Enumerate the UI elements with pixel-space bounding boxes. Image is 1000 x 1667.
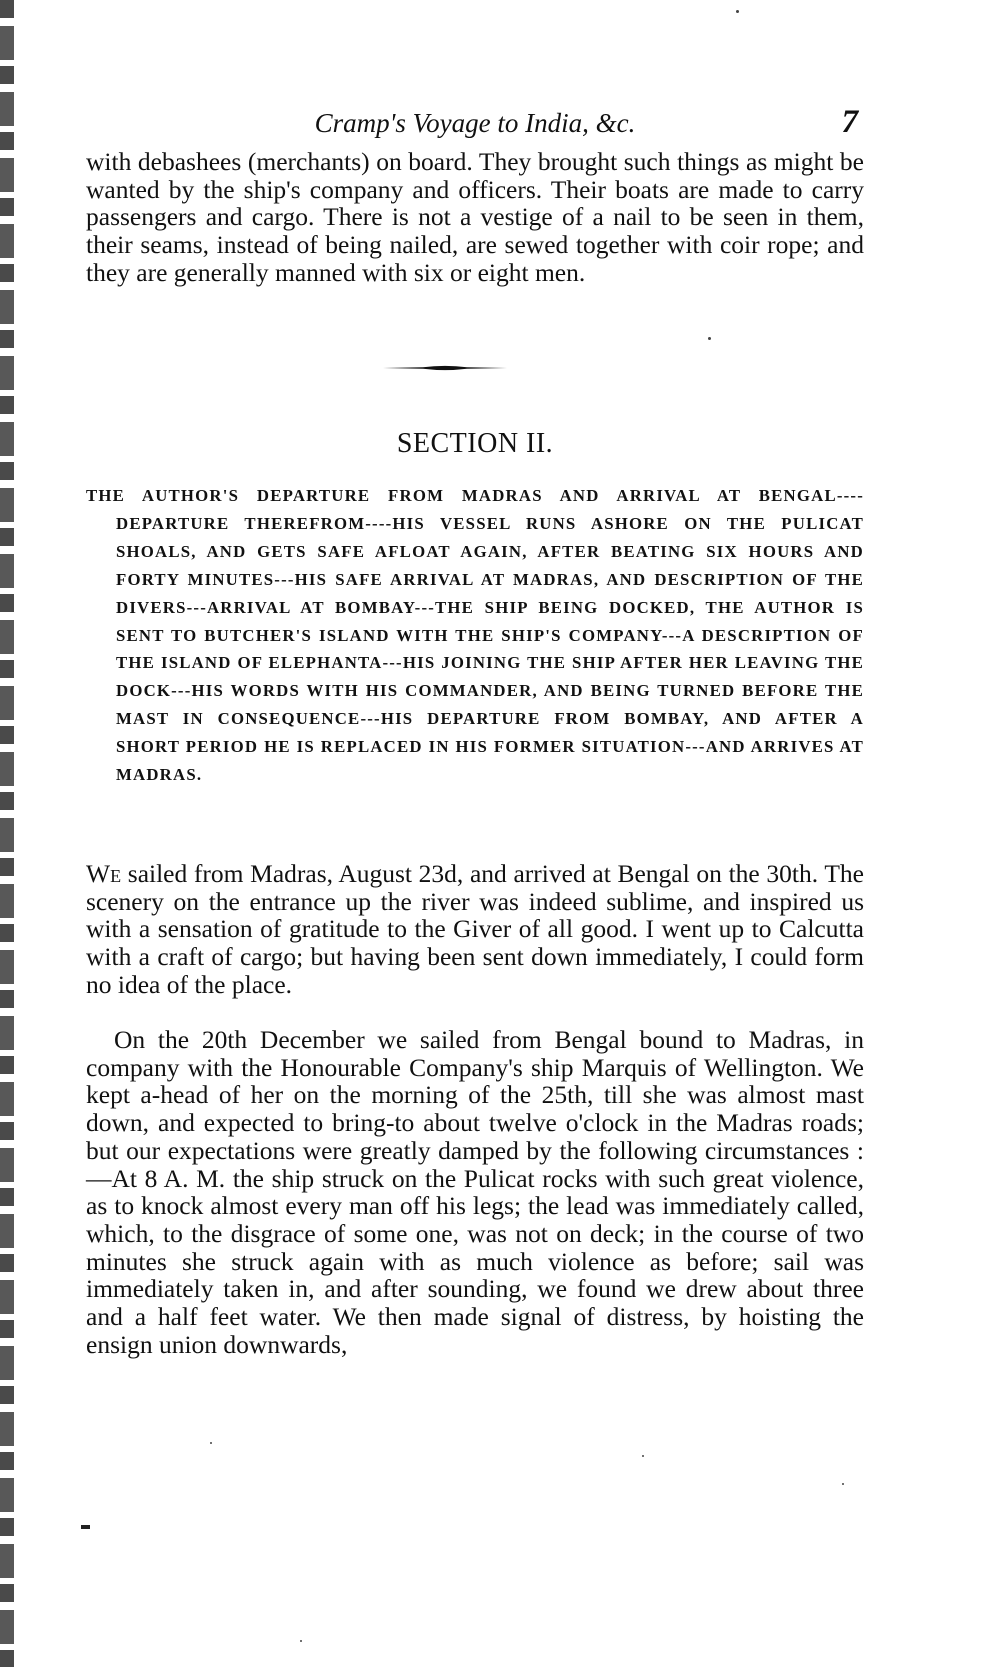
running-head [86, 104, 864, 148]
small-caps-letters: e [110, 859, 122, 888]
opening-paragraph: with debashees (merchants) on board. They brought such things as might be wanted by the ship's company and officers. Their boats are made to carry passengers and cargo. There is not a vestige of a nail to be seen in them, their seams, instead of being nailed, are sewed together with coir rope; and they are generally manned with six or eight men. [86, 147, 864, 287]
paper-speck [842, 1483, 844, 1485]
paper-speck [300, 1640, 302, 1642]
paper-speck [210, 1442, 212, 1444]
section-divider-rule [383, 364, 507, 372]
paper-speck [708, 337, 711, 340]
paper-speck [642, 1455, 644, 1457]
page-number: 7 [841, 104, 858, 140]
section-heading: SECTION II. [396, 428, 554, 459]
book-spine-edge [0, 0, 14, 1667]
drop-letter: W [86, 859, 111, 888]
margin-mark [81, 1525, 90, 1529]
paper-speck [736, 10, 739, 13]
main-paragraph [86, 860, 864, 999]
main-paragraph-text: sailed from Madras, August 23d, and arrived at Bengal on the 30th. The scenery on the entrance up the river was indeed sublime, and inspired us with a sensation of gratitude to the Giver of all good. I went up to Calcutta with a craft of cargo; but having been sent down immediately, I could form no idea of the place. [86, 859, 864, 999]
book-page [86, 0, 864, 1667]
second-paragraph: On the 20th December we sailed from Bengal bound to Madras, in company with the Honourable Company's ship Marquis of Wellington. We kept a-head of her on the morning of the 25th, till she was almost mast down, and expected to bring-to about twelve o'clock in the Madras roads; but our expectations were greatly damped by the following circumstances :—At 8 A. M. the ship struck on the Pulicat rocks with such great violence, as to knock almost every man off his legs; the lead was immediately called, which, to the disgrace of some one, was not on deck; in the course of two minutes she struck again with as much violence as before; sail was immediately taken in, and after sounding, we found we drew about three and a half feet water. We then made signal of distress, by hoisting the ensign union downwards, [86, 1025, 864, 1359]
section-synopsis: THE AUTHOR'S DEPARTURE FROM MADRAS AND ARRIVAL AT BENGAL----DEPARTURE THEREFROM----HIS VESSEL RUNS ASHORE ON THE PULICAT SHOALS, AND GETS SAFE AFLOAT AGAIN, AFTER BEATING SIX HOURS AND FORTY MINUTES---HIS SAFE ARRIVAL AT MADRAS, AND DESCRIPTION OF THE DIVERS---ARRIVAL AT BOMBAY---THE SHIP BEING DOCKED, THE AUTHOR IS SENT TO BUTCHER'S ISLAND WITH THE SHIP'S COMPANY---A DESCRIPTION OF THE ISLAND OF ELEPHANTA---HIS JOINING THE SHIP AFTER HER LEAVING THE DOCK---HIS WORDS WITH HIS COMMANDER, AND BEING TURNED BEFORE THE MAST IN CONSEQUENCE---HIS DEPARTURE FROM BOMBAY, AND AFTER A SHORT PERIOD HE IS REPLACED IN HIS FORMER SITUATION---AND ARRIVES AT MADRAS. [86, 486, 864, 785]
running-title: Cramp's Voyage to India, &c. [314, 108, 636, 138]
